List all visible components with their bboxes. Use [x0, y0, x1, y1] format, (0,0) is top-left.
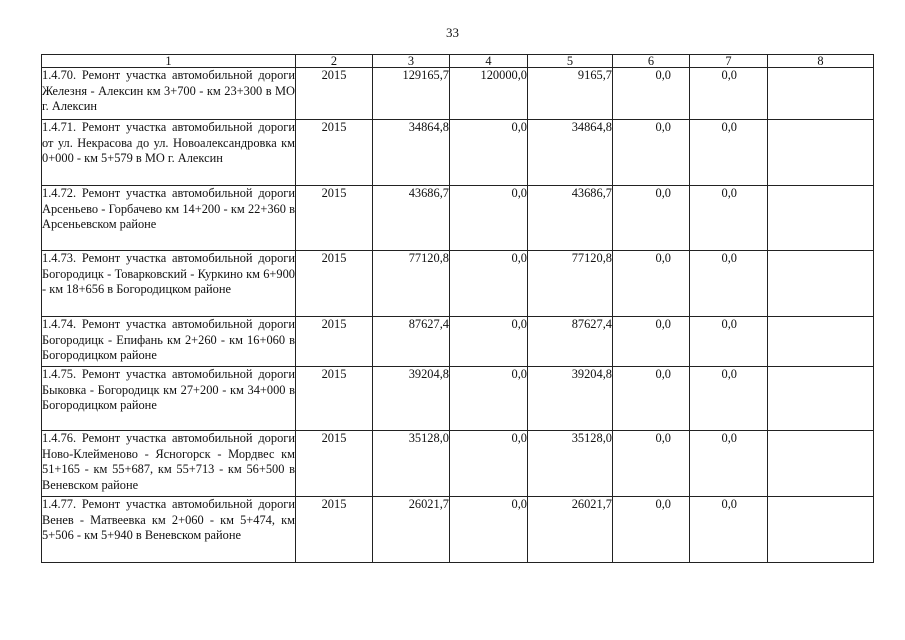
- value-cell: 0,0: [450, 120, 528, 186]
- value-cell: 0,0: [450, 186, 528, 251]
- row-title: 1.4.71. Ремонт участка автомобильной дороги от ул. Некрасова до ул. Новоалександровка км 0+000 - км 5+579 в МО г. Алексин: [42, 120, 296, 186]
- value-cell: 34864,8: [373, 120, 450, 186]
- row-title: 1.4.72. Ремонт участка автомобильной дороги Арсеньево - Горбачево км 14+200 - км 22+360 в Арсеньевском районе: [42, 186, 296, 251]
- value-cell: 0,0: [450, 497, 528, 563]
- value-cell: 39204,8: [373, 367, 450, 431]
- value-cell: 0,0: [690, 431, 768, 497]
- value-cell: 77120,8: [373, 251, 450, 317]
- value-cell: 0,0: [450, 367, 528, 431]
- value-cell: [768, 68, 874, 120]
- table-row: [42, 317, 874, 367]
- value-cell: 0,0: [613, 497, 690, 563]
- value-cell: [768, 186, 874, 251]
- row-title: 1.4.73. Ремонт участка автомобильной дороги Богородицк - Товарковский - Куркино км 6+900 - км 18+656 в Богородицком районе: [42, 251, 296, 317]
- value-cell: 0,0: [613, 431, 690, 497]
- value-cell: 0,0: [450, 431, 528, 497]
- row-title: 1.4.77. Ремонт участка автомобильной дороги Венев - Матвеевка км 2+060 - км 5+474, км 5+506 - км 5+940 в Веневском районе: [42, 497, 296, 563]
- budget-table: [41, 54, 874, 563]
- row-title: 1.4.76. Ремонт участка автомобильной дороги Ново-Клейменово - Ясногорск - Мордвес км 51+165 - км 55+687, км 55+713 - км 56+500 в Веневском районе: [42, 431, 296, 497]
- value-cell: 120000,0: [450, 68, 528, 120]
- column-header: 7: [690, 55, 768, 68]
- value-cell: 0,0: [690, 497, 768, 563]
- value-cell: 39204,8: [528, 367, 613, 431]
- value-cell: [768, 431, 874, 497]
- value-cell: 0,0: [613, 120, 690, 186]
- value-cell: 0,0: [690, 367, 768, 431]
- value-cell: 0,0: [690, 68, 768, 120]
- table-row: [42, 497, 874, 563]
- header-row: [42, 55, 874, 68]
- row-title: 1.4.75. Ремонт участка автомобильной дороги Быковка - Богородицк км 27+200 - км 34+000 в Богородицком районе: [42, 367, 296, 431]
- value-cell: 87627,4: [528, 317, 613, 367]
- value-cell: 0,0: [690, 120, 768, 186]
- table-row: [42, 68, 874, 120]
- year-cell: 2015: [296, 431, 373, 497]
- value-cell: [768, 497, 874, 563]
- value-cell: 0,0: [690, 251, 768, 317]
- value-cell: 129165,7: [373, 68, 450, 120]
- column-header: 2: [296, 55, 373, 68]
- value-cell: 0,0: [613, 186, 690, 251]
- column-header: 6: [613, 55, 690, 68]
- row-title: 1.4.70. Ремонт участка автомобильной дороги Железня - Алексин км 3+700 - км 23+300 в МО г. Алексин: [42, 68, 296, 120]
- value-cell: 0,0: [450, 251, 528, 317]
- value-cell: 0,0: [613, 251, 690, 317]
- value-cell: 0,0: [690, 317, 768, 367]
- value-cell: 0,0: [613, 317, 690, 367]
- table-row: [42, 251, 874, 317]
- column-header: 8: [768, 55, 874, 68]
- value-cell: [768, 251, 874, 317]
- value-cell: 77120,8: [528, 251, 613, 317]
- value-cell: 35128,0: [528, 431, 613, 497]
- value-cell: 43686,7: [373, 186, 450, 251]
- value-cell: 87627,4: [373, 317, 450, 367]
- value-cell: 43686,7: [528, 186, 613, 251]
- value-cell: 26021,7: [373, 497, 450, 563]
- value-cell: 0,0: [690, 186, 768, 251]
- year-cell: 2015: [296, 317, 373, 367]
- column-header: 4: [450, 55, 528, 68]
- page-number: 33: [446, 25, 459, 40]
- value-cell: [768, 367, 874, 431]
- value-cell: 0,0: [450, 317, 528, 367]
- table-row: [42, 186, 874, 251]
- column-header: 1: [42, 55, 296, 68]
- value-cell: 0,0: [613, 68, 690, 120]
- year-cell: 2015: [296, 497, 373, 563]
- year-cell: 2015: [296, 367, 373, 431]
- year-cell: 2015: [296, 68, 373, 120]
- table-row: [42, 367, 874, 431]
- value-cell: [768, 120, 874, 186]
- table-row: [42, 120, 874, 186]
- value-cell: 34864,8: [528, 120, 613, 186]
- table-row: [42, 431, 874, 497]
- year-cell: 2015: [296, 186, 373, 251]
- year-cell: 2015: [296, 251, 373, 317]
- column-header: 5: [528, 55, 613, 68]
- value-cell: 0,0: [613, 367, 690, 431]
- value-cell: 9165,7: [528, 68, 613, 120]
- year-cell: 2015: [296, 120, 373, 186]
- value-cell: 26021,7: [528, 497, 613, 563]
- value-cell: [768, 317, 874, 367]
- column-header: 3: [373, 55, 450, 68]
- row-title: 1.4.74. Ремонт участка автомобильной дороги Богородицк - Епифань км 2+260 - км 16+060 в Богородицком районе: [42, 317, 296, 367]
- value-cell: 35128,0: [373, 431, 450, 497]
